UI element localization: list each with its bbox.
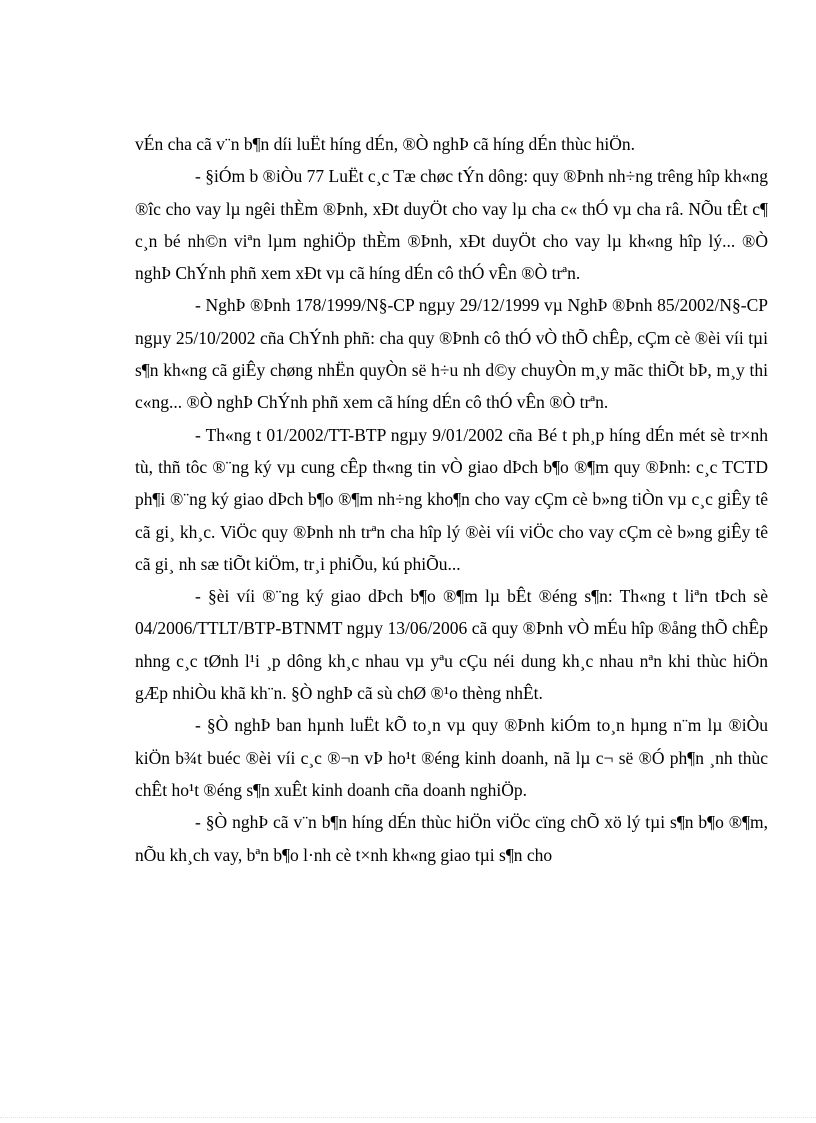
paragraph-4: - Th«ng t 01/2002/TT-BTP ngµy 9/01/2002 cña Bé t ph¸p híng dÉn mét sè tr×nh tù, thñ tôc ®¨ng ký vµ cung cÊp th«ng tin vÒ giao dÞch b¶o ®¶m quy ®Þnh: c¸c TCTD ph¶i ®¨ng ký giao dÞch b¶o ®¶m nh÷ng kho¶n cho vay cÇm cè b»ng tiÒn vµ c¸c giÊy tê cã gi¸ kh¸c. ViÖc quy ®Þnh nh trªn cha hîp lý ®èi víi viÖc cho vay cÇm cè b»ng giÊy tê cã gi¸ nh sæ tiÕt kiÖm, tr¸i phiÕu, kú phiÕu... [135, 424, 768, 574]
paragraph-7: - §Ò nghÞ cã v¨n b¶n híng dÉn thùc hiÖn viÖc cïng chÕ xö lý tµi s¶n b¶o ®¶m, nÕu kh¸ch vay, bªn b¶o l·nh cè t×nh kh«ng giao tµi s¶n cho [135, 812, 768, 865]
paragraph-2: - §iÓm b ®iÒu 77 LuËt c¸c Tæ chøc tÝn dông: quy ®Þnh nh÷ng trêng hîp kh«ng ®îc cho vay lµ ngêi thÈm ®Þnh, xÐt duyÖt cho vay lµ cha c« thÓ vµ cha râ. NÕu tÊt c¶ c¸n bé nh©n viªn lµm nghiÖp thÈm ®Þnh, xÐt duyÖt cho vay lµ kh«ng hîp lý... ®Ò nghÞ ChÝnh phñ xem xÐt vµ cã híng dÉn cô thÓ vÊn ®Ò trªn. [135, 166, 768, 284]
document-body [135, 128, 768, 871]
paragraph-5: - §èi víi ®¨ng ký giao dÞch b¶o ®¶m lµ bÊt ®éng s¶n: Th«ng t liªn tÞch sè 04/2006/TTLT/BTP-BTNMT ngµy 13/06/2006 cã quy ®Þnh vÒ mÉu hîp ®ång thÕ chÊp nhng c¸c tØnh l¹i ¸p dông kh¸c nhau vµ yªu cÇu néi dung kh¸c nhau nªn khi thùc hiÖn gÆp nhiÒu khã kh¨n. §Ò nghÞ cã sù chØ ®¹o thèng nhÊt. [135, 586, 768, 704]
paragraph-1: vÉn cha cã v¨n b¶n díi luËt híng dÉn, ®Ò nghÞ cã híng dÉn thùc hiÖn. [135, 134, 635, 154]
paragraph-3: - NghÞ ®Þnh 178/1999/N§-CP ngµy 29/12/1999 vµ NghÞ ®Þnh 85/2002/N§-CP ngµy 25/10/2002 cña ChÝnh phñ: cha quy ®Þnh cô thÓ vÒ thÕ chÊp, cÇm cè ®èi víi tµi s¶n kh«ng cã giÊy chøng nhËn quyÒn së h÷u nh d©y chuyÒn m¸y mãc thiÕt bÞ, m¸y thi c«ng... ®Ò nghÞ ChÝnh phñ xem cã híng dÉn cô thÓ vÊn ®Ò trªn. [135, 295, 768, 413]
page-bottom-divider [0, 1117, 816, 1118]
paragraph-6: - §Ò nghÞ ban hµnh luËt kÕ to¸n vµ quy ®Þnh kiÓm to¸n hµng n¨m lµ ®iÒu kiÖn b¾t buéc ®èi víi c¸c ®¬n vÞ ho¹t ®éng kinh doanh, nã lµ c¬ së ®Ó ph¶n ¸nh thùc chÊt ho¹t ®éng s¶n xuÊt kinh doanh cña doanh nghiÖp. [135, 715, 768, 800]
